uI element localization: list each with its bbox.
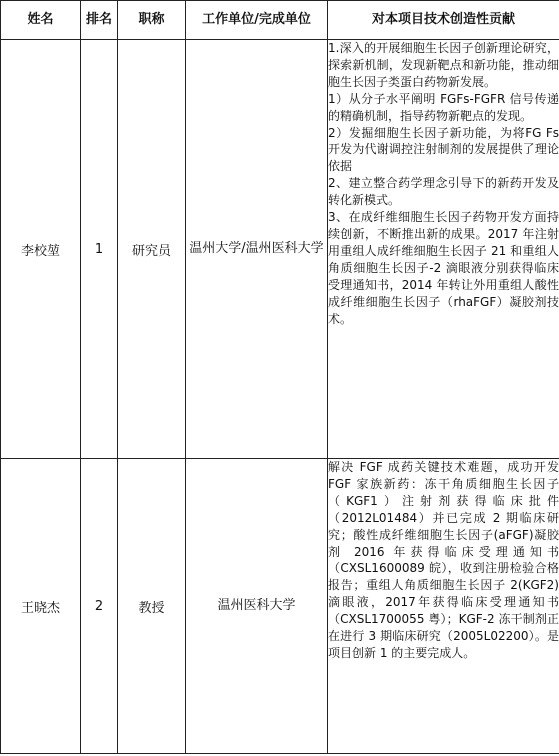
person-rank: 2 <box>81 459 118 754</box>
contribution-paragraph: 1）从分子水平阐明 FGFs-FGFR 信号传递的精确机制，指导药物新靶点的发现。 <box>328 91 559 123</box>
person-title: 教授 <box>118 459 186 754</box>
table-row <box>1 40 559 459</box>
contribution-paragraph: 1.深入的开展细胞生长因子创新理论研究，探索新机制，发现新靶点和新功能，推动细胞生长因子类蛋白药物新发展。 <box>328 41 559 89</box>
header-unit: 工作单位/完成单位 <box>186 1 328 40</box>
contribution-paragraph: 解决 FGF 成药关键技术难题，成功开发 FGF 家族新药：冻干角质细胞生长因子（KGF1）注射剂获得临床批件（2012L01484）并已完成 2 期临床研究；酸性成纤维细胞生长因子(aFGF)凝胶剂 2016 年获得临床受理通知书（CXSL1600089 皖），收到注册检验合格报告；重组人角质细胞生长因子 2(KGF2)滴眼液，2017年获得临床受理通知书（CXSL1700055 粤）；KGF-2 冻干制剂正在进行 3 期临床研究（2005L02200）。是项目创新 1 的主要完成人。 <box>328 460 559 660</box>
header-rank: 排名 <box>81 1 118 40</box>
person-unit: 温州医科大学 <box>186 459 328 754</box>
contribution-paragraph: 3、在成纤维细胞生长因子药物开发方面持续创新，不断推出新的成果。2017 年注射用重组人成纤维细胞生长因子 21 和重组人角质细胞生长因子-2 滴眼液分别获得临床受理通知书，2014 年转让外用重组人酸性成纤维细胞生长因子（rhaFGF）凝胶剂技术。 <box>328 210 559 326</box>
contribution-paragraph: 2、建立整合药学理念引导下的新药开发及转化新模式。 <box>328 176 559 208</box>
table-row <box>1 459 559 754</box>
header-contribution: 对本项目技术创造性贡献 <box>328 1 559 40</box>
person-unit: 温州大学/温州医科大学 <box>186 40 328 459</box>
person-name: 王晓杰 <box>1 459 81 754</box>
header-name: 姓名 <box>1 1 81 40</box>
header-row <box>1 1 559 40</box>
header-title: 职称 <box>118 1 186 40</box>
person-contribution <box>328 459 559 754</box>
person-title: 研究员 <box>118 40 186 459</box>
contribution-paragraph: 2）发掘细胞生长因子新功能，为将FG Fs 开发为代谢调控注射制剂的发展提供了理论依据 <box>328 125 559 174</box>
person-rank: 1 <box>81 40 118 459</box>
person-contribution <box>328 40 559 459</box>
person-name: 李校堃 <box>1 40 81 459</box>
